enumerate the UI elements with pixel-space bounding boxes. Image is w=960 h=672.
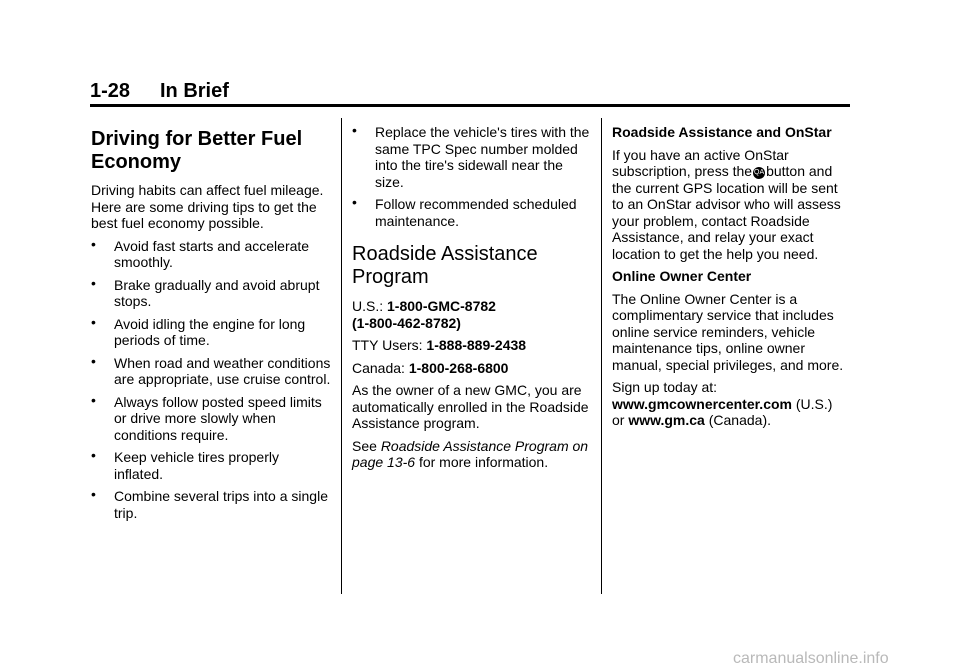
canada-phone: 1-800-268-6800 [408,359,509,376]
column-3 [612,124,852,435]
bullet-dot: • [91,274,96,291]
fuel-economy-heading: Driving for Better Fuel Economy [91,128,303,173]
onstar-text [612,147,852,263]
watermark: carmanualsonline.info [733,650,889,667]
enrollment-text: As the owner of a new GMC, you are automatically enrolled in the Roadside Assistance program. [352,382,589,431]
us-phone-alt: (1-800-462-8782) [352,314,461,331]
bullet-item [91,488,331,521]
ca-suffix: (Canada). [708,412,772,428]
bullet-item [91,352,331,388]
see-prefix: See [352,437,377,454]
bullet-text: Avoid idling the engine for long periods of time. [114,315,306,348]
signup-prefix: Sign up today at: [612,379,718,395]
onstar-text-a: If you have an active OnStar subscription, press the [612,146,789,179]
column-1 [91,128,331,527]
tty-phone-line [352,337,592,354]
onstar-heading: Roadside Assistance and OnStar [612,124,832,140]
canada-phone-line [352,360,592,377]
us-suffix: (U.S.) [795,395,833,412]
bullet-dot: • [91,352,96,369]
bullet-item [91,449,331,482]
fuel-tips-list-continued [352,124,592,229]
bullet-text: Keep vehicle tires properly inflated. [114,449,279,482]
roadside-program-link[interactable]: Roadside Assistance Program on page 13-6 [352,437,589,470]
bullet-dot: • [352,194,357,210]
bullet-dot: • [91,235,96,252]
canada-label: Canada: [352,359,405,376]
url-us-link[interactable]: www.gmcownercenter.com [612,395,792,412]
bullet-item [91,391,331,444]
tty-label: TTY Users: [352,337,423,353]
see-suffix: for more information. [418,454,549,470]
bullet-text: Follow recommended scheduled maintenance. [375,196,577,229]
bullet-item [352,196,592,229]
page-header [90,80,850,104]
bullet-dot: • [352,122,357,138]
bullet-item [91,274,331,310]
onstar-text-b: button and the current GPS location will be sent to an OnStar advisor who will assess your problem, contact Roadside Assistance, and relay your exact location to get the help you need. [612,163,841,262]
owner-center-text: The Online Owner Center is a complimentary service that includes online service reminders, vehicle maintenance tips, online owner manual, special privileges, and more. [612,290,844,373]
us-phone-line [352,298,592,331]
us-phone: 1-800-GMC-8782 [387,298,496,314]
bullet-dot: • [91,313,96,330]
bullet-text: Brake gradually and avoid abrupt stops. [114,276,320,309]
column-divider-1 [341,118,342,594]
bullet-text: When road and weather conditions are appropriate, use cruise control. [114,354,331,387]
roadside-heading: Roadside Assistance Program [352,243,538,288]
fuel-economy-intro: Driving habits can affect fuel mileage. Here are some driving tips to get the best fuel economy possible. [91,182,324,231]
column-divider-2 [601,118,602,594]
bullet-dot: • [91,486,96,502]
column-2 [352,124,592,477]
bullet-text: Always follow posted speed limits or drive more slowly when conditions require. [114,393,322,443]
tty-phone: 1-888-889-2438 [426,337,527,353]
page-number: 1-28 [90,80,131,102]
bullet-item [91,235,331,271]
fuel-tips-list [91,235,331,522]
bullet-item [91,313,331,349]
bullet-item [352,124,592,190]
bullet-dot: • [91,391,96,408]
bullet-text: Combine several trips into a single trip. [114,488,328,521]
see-reference [352,438,592,471]
bullet-text: Avoid fast starts and accelerate smoothly. [114,237,310,270]
section-title: In Brief [160,80,229,102]
owner-center-heading: Online Owner Center [612,268,752,284]
onstar-button-icon: QA [753,167,765,179]
or-word: or [612,412,625,428]
bullet-text: Replace the vehicle's tires with the same TPC Spec number molded into the tire's sidewall near the size. [375,124,590,190]
bullet-dot: • [91,447,96,463]
url-ca-link[interactable]: www.gm.ca [628,412,705,428]
us-label: U.S.: [352,298,384,314]
signup-text [612,379,852,429]
header-rule [90,104,850,107]
